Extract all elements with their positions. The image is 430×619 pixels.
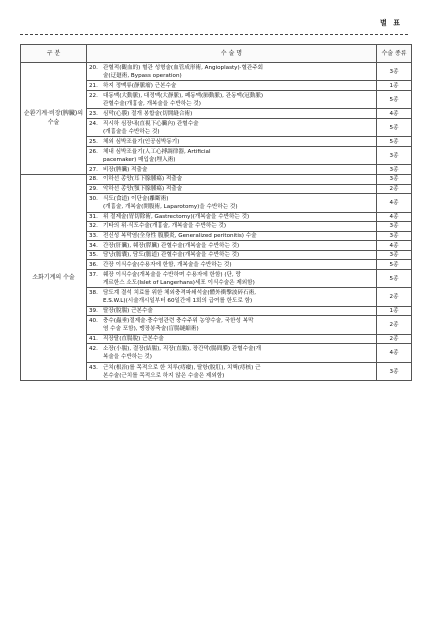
grade-cell: 2종 <box>377 288 412 306</box>
grade-column-header: 수술 종류 <box>377 45 412 63</box>
procedure-text: 위 절제술(胃切除術, Gastrectomy)(개복술을 수반하는 것) <box>103 213 250 220</box>
grade-cell: 3종 <box>377 362 412 380</box>
table-header-row <box>21 45 412 63</box>
grade-cell: 4종 <box>377 344 412 362</box>
procedure-text: 간장 이식수술(수용자에 한함, 개복술을 수반하는 것) <box>103 261 232 268</box>
procedure-number: 34. <box>89 242 98 249</box>
procedure-text: 악하선 종양(顎下腺腫瘍) 적출술 <box>103 185 183 192</box>
procedure-cell <box>87 288 377 306</box>
procedure-number: 41. <box>89 336 98 343</box>
grade-cell: 1종 <box>377 81 412 91</box>
table-row <box>21 174 412 184</box>
procedure-number: 26. <box>89 148 98 155</box>
procedure-number: 31. <box>89 213 98 220</box>
procedure-cell <box>87 362 377 380</box>
procedure-cell <box>87 260 377 270</box>
procedure-cell <box>87 174 377 184</box>
grade-cell: 4종 <box>377 109 412 119</box>
procedure-number: 43. <box>89 364 98 371</box>
procedure-cell <box>87 63 377 81</box>
procedure-text: 체내 심박조율기(人工心搏調律器, Artificial <box>103 148 211 155</box>
procedure-cell <box>87 194 377 212</box>
procedure-number: 21. <box>89 82 98 89</box>
procedure-text: 이하선 종양(耳下腺腫瘍) 적출술 <box>103 176 183 183</box>
procedure-number: 36. <box>89 261 98 268</box>
procedure-text: 탈장(脫腸) 근본수술 <box>103 308 153 315</box>
procedure-text: 근치(根治)를 목적으로 한 치루(痔瘻), 탈항(脫肛), 치핵(痔核) 근 <box>103 364 261 371</box>
procedure-cell <box>87 344 377 362</box>
procedure-text-continued: 본수술(근치를 목적으로 하지 않은 수술은 제외함) <box>103 372 225 379</box>
procedure-text: 심막(心膜) 절개 봉합술(切開縫合術) <box>103 110 193 117</box>
header-label: 별 표 <box>380 19 402 27</box>
grade-cell: 5종 <box>377 270 412 288</box>
procedure-text: 기타의 위·식도수술(개흉술, 개복술을 수반하는 것) <box>103 223 227 230</box>
procedure-text: 식도(食道) 이단술(離斷術) <box>103 195 169 202</box>
procedure-cell <box>87 81 377 91</box>
grade-cell: 2종 <box>377 316 412 334</box>
procedure-number: 20. <box>89 64 98 71</box>
procedure-cell <box>87 146 377 164</box>
procedure-number: 37. <box>89 271 98 278</box>
procedure-number: 38. <box>89 290 98 297</box>
procedure-text: 담도계 결석 치료를 위한 체외충격파쇄석술(體外衝擊波碎石術, <box>103 290 257 297</box>
procedure-text: 췌장 이식수술(개복술을 수반하며 수용자에 한함) (단, 랑 <box>103 271 241 278</box>
procedure-text: 직시하 심장내(直視下心臟內) 관혈수술 <box>103 120 199 127</box>
procedure-cell <box>87 137 377 147</box>
header-divider <box>20 34 408 35</box>
procedure-cell <box>87 334 377 344</box>
procedure-text-continued: 술(迂廻術, Bypass operation) <box>103 72 182 79</box>
procedure-text-continued: 복술을 수반하는 것) <box>103 354 152 361</box>
category-column-header: 구 분 <box>21 45 87 63</box>
grade-cell: 3종 <box>377 174 412 184</box>
procedure-number: 40. <box>89 318 98 325</box>
procedure-text: 체외 심박조율기(인공심박동기) <box>103 138 180 145</box>
procedure-number: 39. <box>89 308 98 315</box>
procedure-cell <box>87 184 377 194</box>
procedure-number: 23. <box>89 110 98 117</box>
procedure-cell <box>87 165 377 175</box>
grade-cell: 1종 <box>377 306 412 316</box>
page-header <box>0 0 430 40</box>
grade-cell: 3종 <box>377 63 412 81</box>
grade-cell: 4종 <box>377 194 412 212</box>
procedure-cell <box>87 118 377 136</box>
procedure-text-continued: 염 수술 포함), 맹장봉축술(盲腸縫縮術) <box>103 326 199 333</box>
procedure-number: 29. <box>89 185 98 192</box>
grade-cell: 3종 <box>377 165 412 175</box>
grade-cell: 3종 <box>377 146 412 164</box>
procedure-number: 42. <box>89 346 98 353</box>
grade-cell: 2종 <box>377 334 412 344</box>
procedure-text: 비장(脾臟) 적출술 <box>103 166 148 173</box>
procedure-cell <box>87 270 377 288</box>
grade-cell: 4종 <box>377 212 412 222</box>
procedure-text: 직장탈(直腸脫) 근본수술 <box>103 336 164 343</box>
procedure-cell <box>87 90 377 108</box>
procedure-cell <box>87 241 377 251</box>
procedure-text-continued: pacemaker) 매입술(埋入術) <box>103 156 176 163</box>
grade-cell: 5종 <box>377 260 412 270</box>
procedure-number: 27. <box>89 166 98 173</box>
procedure-cell <box>87 306 377 316</box>
category-cell: 소화기계의 수술 <box>21 174 87 380</box>
table-body <box>21 63 412 381</box>
grade-cell: 3종 <box>377 222 412 232</box>
procedure-text: 대동맥(大動脈), 대정맥(大靜脈), 폐동맥(肺動脈), 관동맥(冠動脈) <box>103 92 264 99</box>
procedure-cell <box>87 222 377 232</box>
surgery-classification-table <box>20 44 412 381</box>
procedure-number: 33. <box>89 233 98 239</box>
procedure-text: 간장(肝臟), 췌장(膵臟) 관혈수술(개복술을 수반하는 것) <box>103 242 240 249</box>
procedure-number: 28. <box>89 176 98 183</box>
procedure-text-continued: 게르한스 소도(Islet of Langerhans)세포 이식수술은 제외함) <box>103 279 255 286</box>
grade-cell: 3종 <box>377 231 412 241</box>
procedure-text: 하지 정맥류(靜脈瘤) 근본수술 <box>103 82 177 89</box>
grade-cell: 5종 <box>377 118 412 136</box>
procedure-text-continued: (개흉술, 개복술(開腹術, Laparotomy)을 수반하는 것) <box>103 203 238 210</box>
procedure-text-continued: (개흉술을 수반하는 것) <box>103 128 160 135</box>
procedure-cell <box>87 250 377 260</box>
procedure-text-continued: 관혈수술(개흉술, 개복술을 수반하는 것) <box>103 100 201 107</box>
grade-cell: 3종 <box>377 250 412 260</box>
procedure-text: 전신성 복막염(全身性 腹膜炎, Generalized peritonitis) 수술 <box>103 233 257 239</box>
procedure-cell <box>87 212 377 222</box>
procedure-number: 35. <box>89 252 98 259</box>
procedure-text-continued: E.S.W.L)(시술개시일부터 60일간에 1회의 급여를 한도로 함) <box>103 298 253 305</box>
grade-cell: 2종 <box>377 184 412 194</box>
procedure-text: 충수(蟲垂)절제술·충수염관련 충수주위 농양수술, 국한성 복막 <box>103 318 254 325</box>
procedure-text: 관혈적(觀血的) 혈관 성형술(血管成形術, Angioplasty)·혈관주회 <box>103 64 264 71</box>
procedure-text: 담낭(膽囊), 담도(膽道) 관혈수술(개복술을 수반하는 것) <box>103 252 240 259</box>
procedure-column-header: 수 술 명 <box>87 45 377 63</box>
procedure-text: 소장(小腸), 결장(結腸), 직장(直腸), 장간막(腸間膜) 관혈수술(개 <box>103 346 262 353</box>
grade-cell: 5종 <box>377 137 412 147</box>
procedure-number: 24. <box>89 120 98 127</box>
procedure-cell <box>87 109 377 119</box>
category-cell: 순환기계·비장(脾臟)의 수술 <box>21 63 87 175</box>
grade-cell: 4종 <box>377 241 412 251</box>
procedure-cell <box>87 316 377 334</box>
procedure-number: 30. <box>89 195 98 202</box>
procedure-number: 25. <box>89 138 98 145</box>
grade-cell: 5종 <box>377 90 412 108</box>
procedure-number: 32. <box>89 223 98 230</box>
table-row <box>21 63 412 81</box>
procedure-cell <box>87 231 377 241</box>
procedure-number: 22. <box>89 92 98 99</box>
